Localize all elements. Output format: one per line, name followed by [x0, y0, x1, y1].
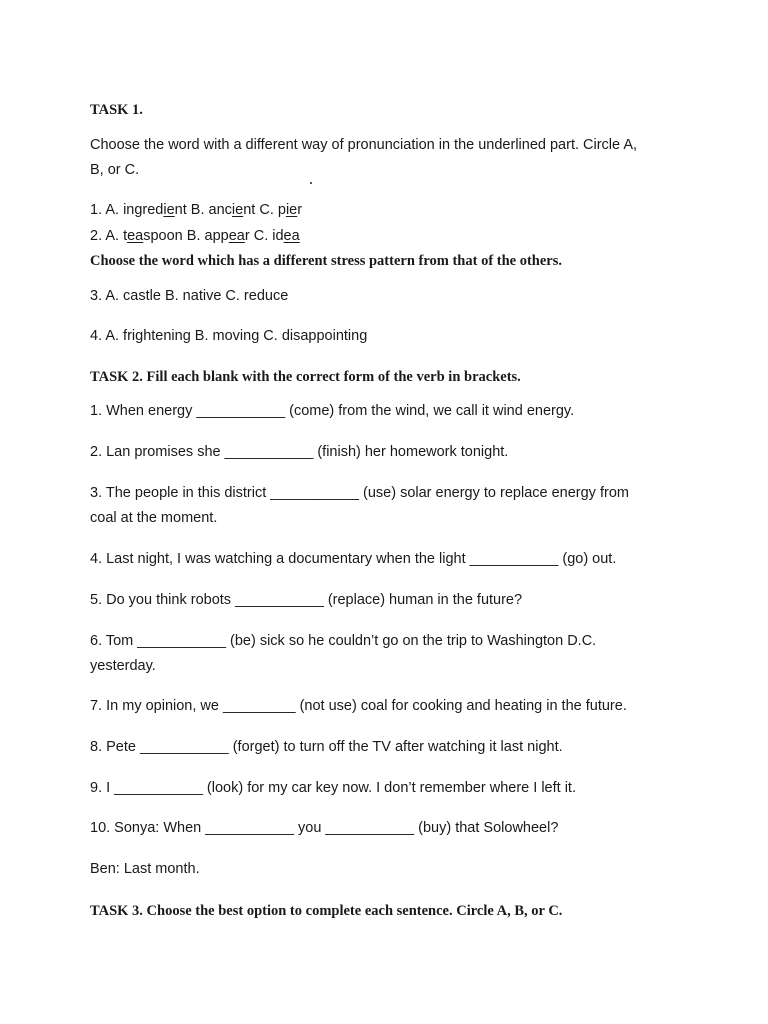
task2-item: 9. I ___________ (look) for my car key now. I don’t remember where I left it.: [90, 780, 576, 796]
task2-item: 4. Last night, I was watching a documentary when the light ___________ (go) out.: [90, 551, 617, 567]
task1-question-2: 2. A. teaspoon B. appear C. idea: [90, 228, 300, 244]
task1-heading: TASK 1.: [90, 102, 143, 118]
task1-question-1: 1. A. ingredient B. ancient C. pier: [90, 202, 303, 218]
task2-item-answer: Ben: Last month.: [90, 861, 200, 877]
underlined-part: ea: [283, 228, 300, 244]
task2-item: 3. The people in this district ___________ (use) solar energy to replace energy from: [90, 485, 629, 501]
task2-item: 8. Pete ___________ (forget) to turn off the TV after watching it last night.: [90, 739, 563, 755]
underlined-part: ie: [163, 202, 175, 218]
underlined-part: ea: [127, 228, 144, 244]
task2-heading: TASK 2. Fill each blank with the correct form of the verb in brackets.: [90, 369, 521, 385]
task1-instruction-line1: Choose the word with a different way of pronunciation in the underlined part. Circle A,: [90, 137, 638, 153]
stray-dot: [310, 182, 312, 184]
task2-item: 7. In my opinion, we _________ (not use) coal for cooking and heating in the future.: [90, 698, 627, 714]
task2-item-continuation: yesterday.: [90, 658, 156, 674]
task2-item: 1. When energy ___________ (come) from the wind, we call it wind energy.: [90, 403, 575, 419]
underlined-part: ie: [231, 202, 244, 218]
underlined-part: ie: [285, 202, 298, 218]
stress-instruction: Choose the word which has a different stress pattern from that of the others.: [90, 253, 563, 269]
task2-item-continuation: coal at the moment.: [90, 510, 218, 526]
task2-item: 6. Tom ___________ (be) sick so he couldn’t go on the trip to Washington D.C.: [90, 633, 597, 649]
task2-item: 5. Do you think robots ___________ (replace) human in the future?: [90, 592, 523, 608]
task2-item: 2. Lan promises she ___________ (finish) her homework tonight.: [90, 444, 509, 460]
task1-instruction-line2: B, or C.: [90, 162, 140, 178]
underlined-part: ea: [228, 228, 245, 244]
task3-heading: TASK 3. Choose the best option to complete each sentence. Circle A, B, or C.: [90, 903, 563, 919]
task1-question-4: 4. A. frightening B. moving C. disappointing: [90, 328, 368, 344]
task2-item: 10. Sonya: When ___________ you ___________ (buy) that Solowheel?: [90, 820, 559, 836]
task1-question-3: 3. A. castle B. native C. reduce: [90, 288, 289, 304]
